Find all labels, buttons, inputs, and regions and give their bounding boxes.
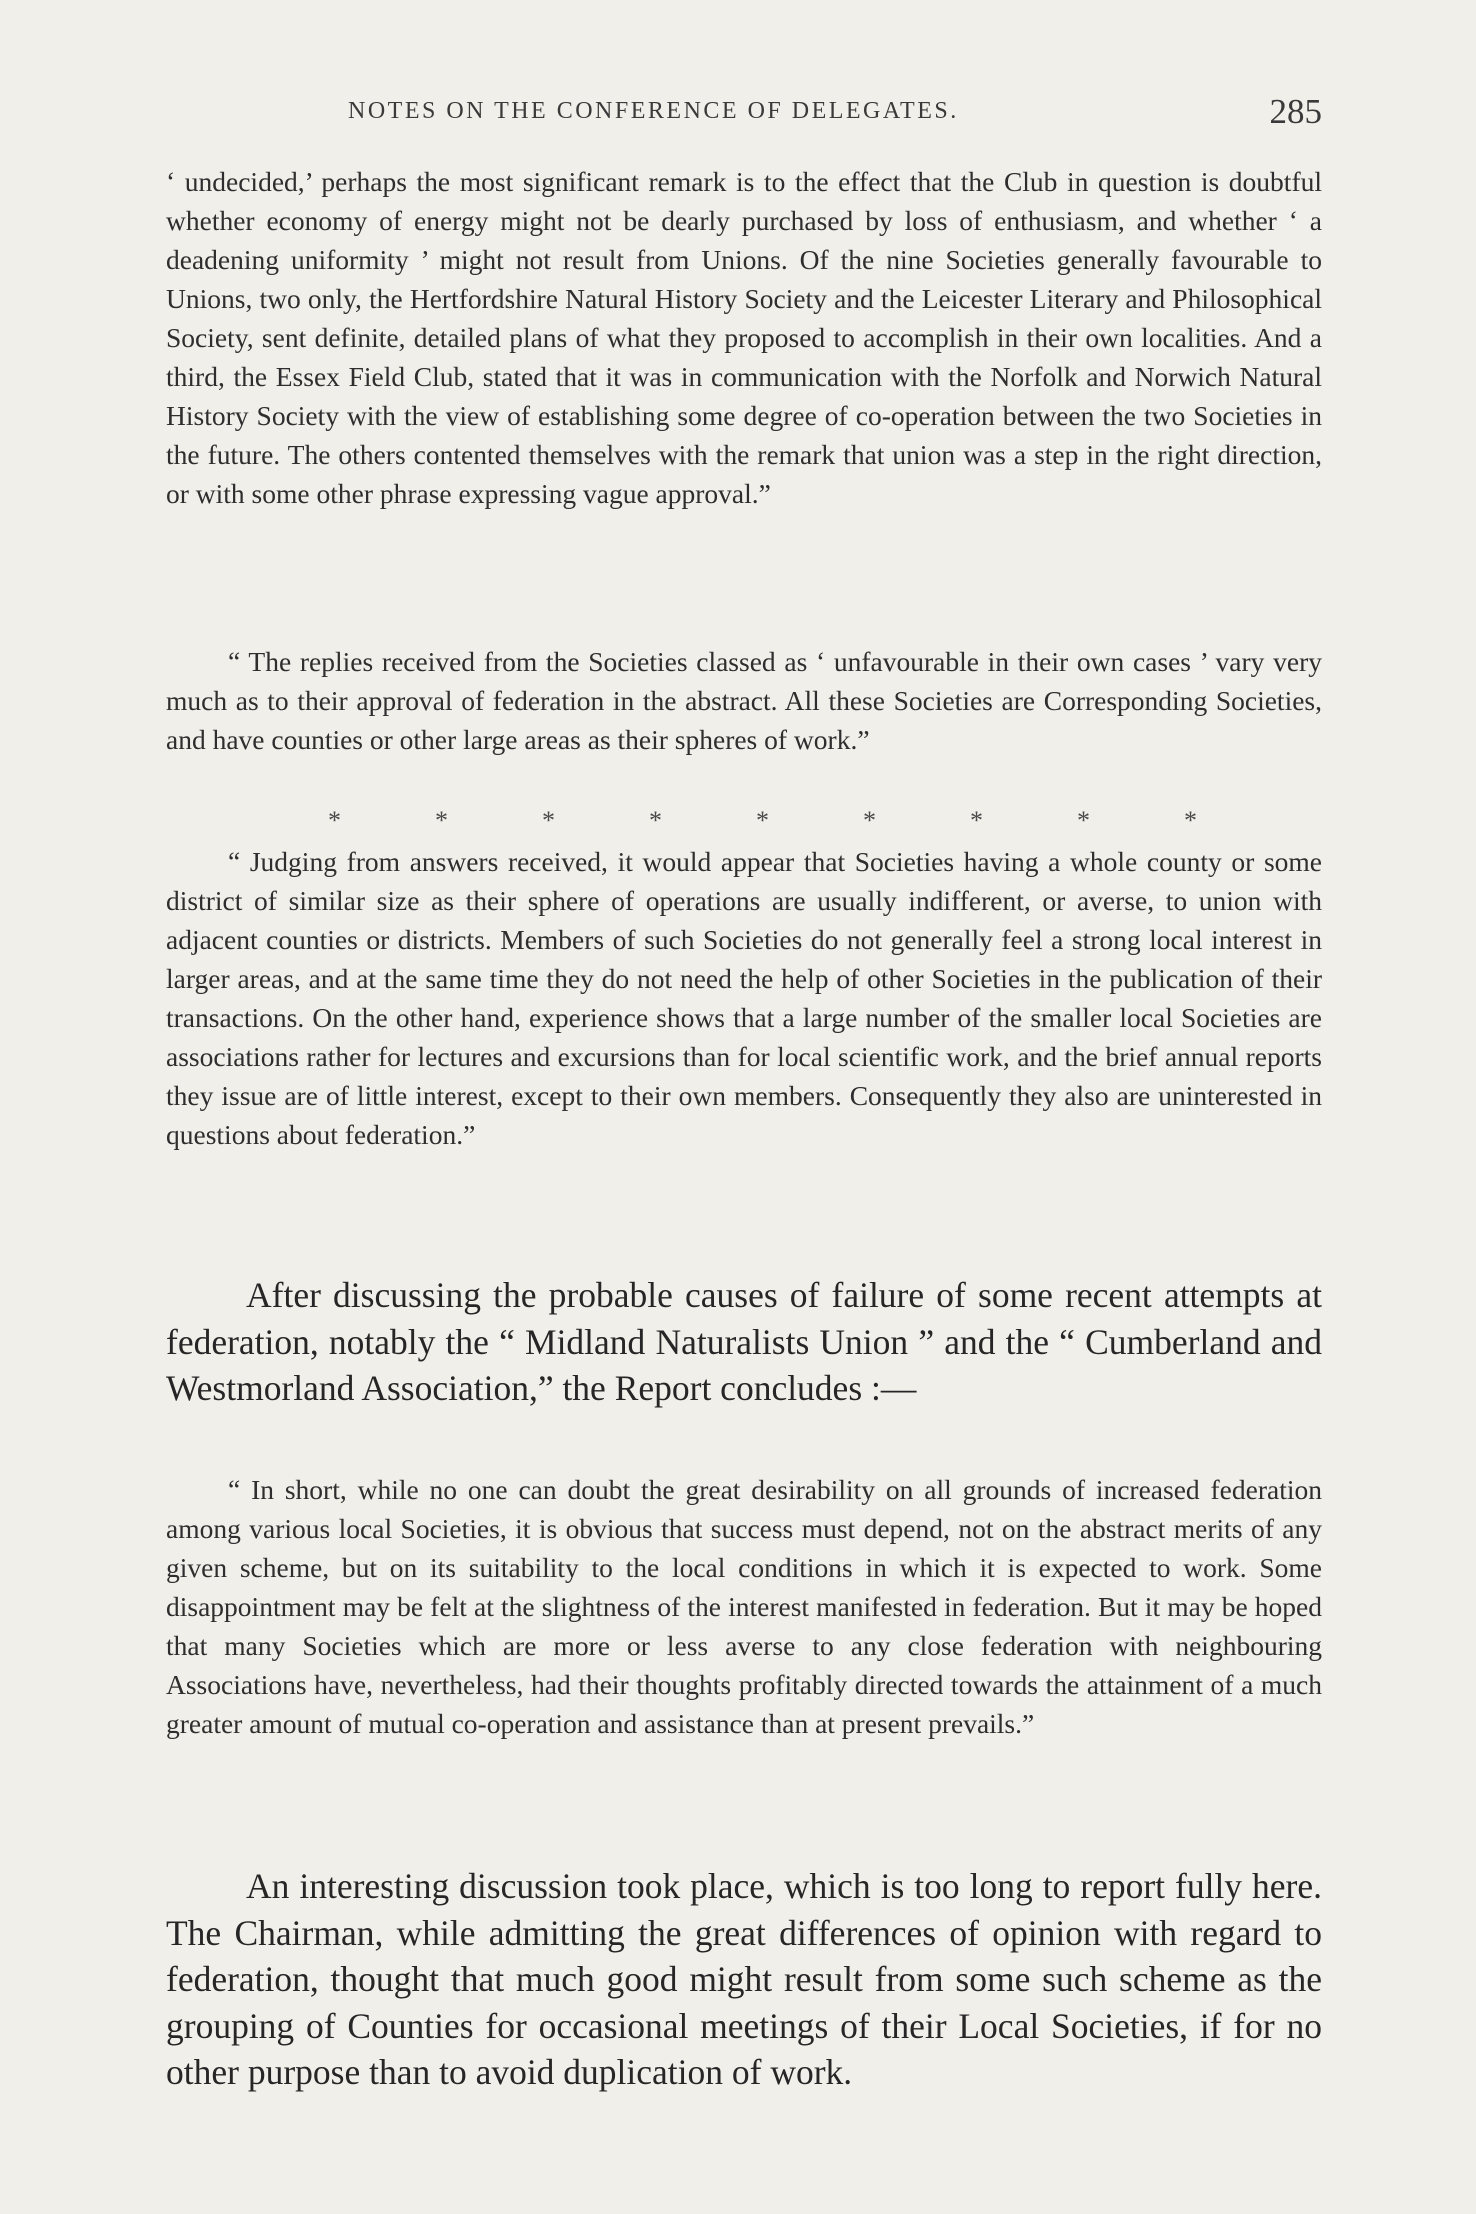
running-head: [166, 92, 1322, 136]
page-number: 285: [1269, 92, 1322, 131]
running-title: NOTES ON THE CONFERENCE OF DELEGATES.: [348, 98, 959, 124]
quoted-paragraph-2: [166, 642, 1322, 759]
separator-asterisk: *: [970, 806, 983, 835]
separator-asterisk: *: [542, 806, 555, 835]
separator-asterisk: *: [863, 806, 876, 835]
section-separator: [166, 806, 1322, 838]
separator-asterisk: *: [435, 806, 448, 835]
separator-asterisk: *: [328, 806, 341, 835]
body-paragraph-1: [166, 1272, 1322, 1412]
quoted-paragraph-3: [166, 842, 1322, 1154]
quoted-paragraph-3-text: “ Judging from answers received, it would appear that Societies having a whole county or some district of similar size as their sphere of operations are usually indifferent, or averse, to union with adjacent counties or districts. Members of such Societies do not generally feel a strong local interest in larger areas, and at the same time they do not need the help of other Societies in the publication of their transactions. On the other hand, experience shows that a large number of the smaller local Societies are associations rather for lectures and excursions than for local scientific work, and the brief annual reports they issue are of little interest, except to their own members. Consequently they also are uninterested in questions about federation.”: [166, 846, 1322, 1150]
quoted-paragraph-2-text: “ The replies received from the Societies classed as ‘ unfavourable in their own cases ’ vary very much as to their approval of federation in the abstract. All these Societies are Corresponding Societies, and have counties or other large areas as their spheres of work.”: [166, 646, 1322, 755]
body-paragraph-1-text: After discussing the probable causes of failure of some recent attempts at federation, notably the “ Midland Naturalists Union ” and the “ Cumberland and Westmorland Association,” the Report concludes :—: [166, 1275, 1322, 1408]
separator-asterisk: *: [1077, 806, 1090, 835]
separator-asterisk: *: [1184, 806, 1197, 835]
quoted-paragraph-1-text: ‘ undecided,’ perhaps the most significant remark is to the effect that the Club in question is doubtful whether economy of energy might not be dearly purchased by loss of enthusiasm, and whether ‘ a deadening uniformity ’ might not result from Unions. Of the nine Societies generally favourable to Unions, two only, the Hertfordshire Natural History Society and the Leicester Literary and Philosophical Society, sent definite, detailed plans of what they proposed to accomplish in their own localities. And a third, the Essex Field Club, stated that it was in communication with the Norfolk and Norwich Natural History Society with the view of establishing some degree of co-operation between the two Societies in the future. The others contented themselves with the remark that union was a step in the right direction, or with some other phrase expressing vague approval.”: [166, 166, 1322, 509]
quoted-paragraph-4-text: “ In short, while no one can doubt the great desirability on all grounds of increased federation among various local Societies, it is obvious that success must depend, not on the abstract merits of any given scheme, but on its suitability to the local conditions in which it is expected to work. Some disappointment may be felt at the slightness of the interest manifested in federation. But it may be hoped that many Societies which are more or less averse to any close federation with neighbouring Associations have, nevertheless, had their thoughts profitably directed towards the attainment of a much greater amount of mutual co-operation and assistance than at present prevails.”: [166, 1474, 1322, 1739]
body-paragraph-2: [166, 1863, 1322, 2096]
separator-asterisk: *: [649, 806, 662, 835]
body-paragraph-2-text: An interesting discussion took place, which is too long to report fully here. The Chairman, while admitting the great differences of opinion with regard to federation, thought that much good might result from some such scheme as the grouping of Counties for occasional meetings of their Local Societies, if for no other purpose than to avoid duplication of work.: [166, 1866, 1322, 2092]
separator-asterisk: *: [756, 806, 769, 835]
quoted-paragraph-4: [166, 1470, 1322, 1743]
quoted-paragraph-1: [166, 162, 1322, 513]
